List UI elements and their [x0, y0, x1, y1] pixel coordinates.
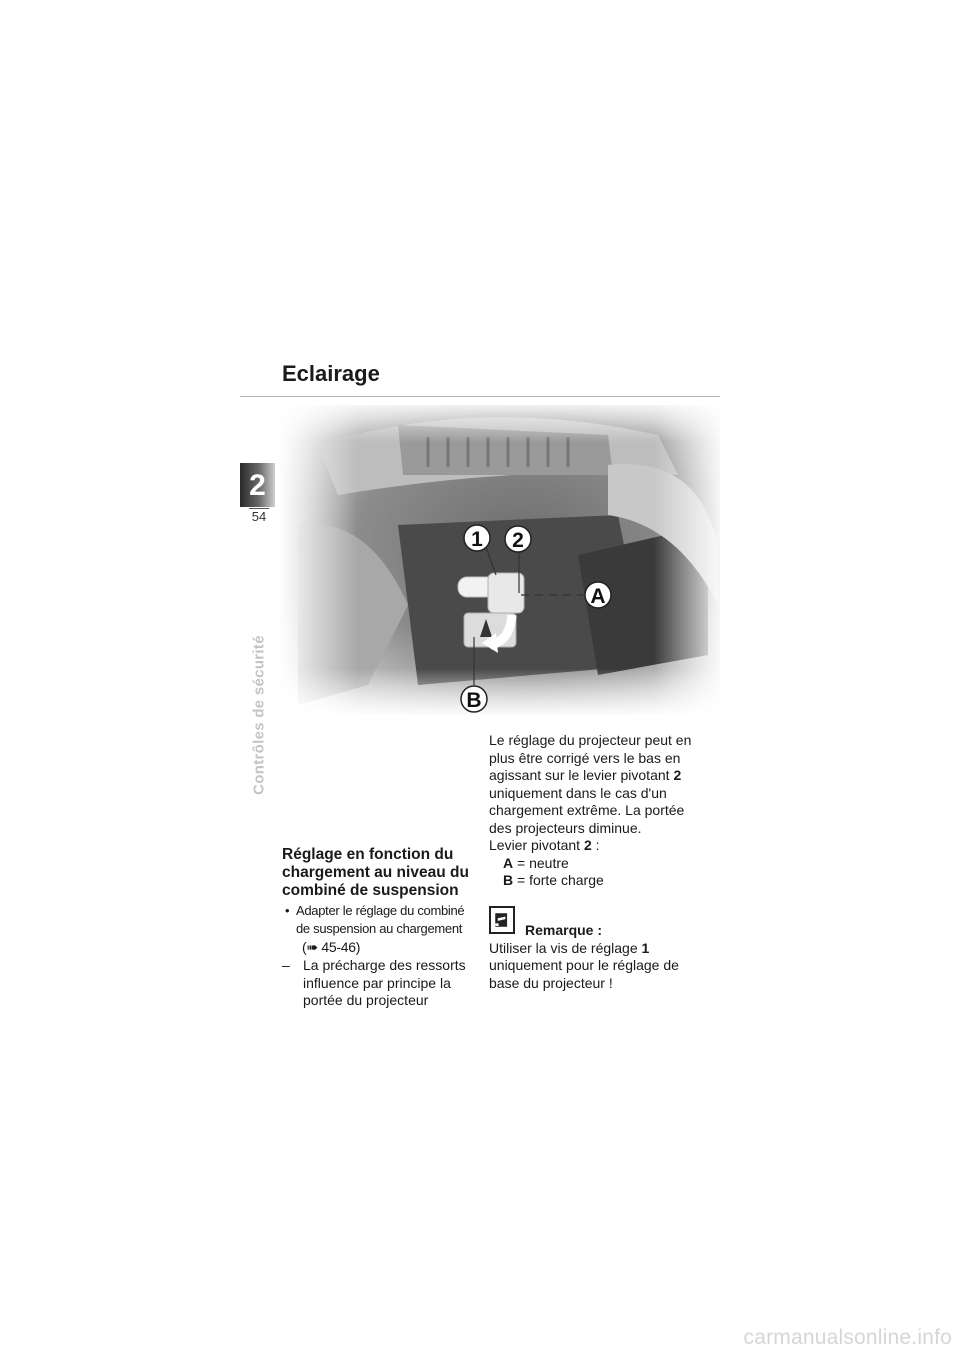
note-text	[489, 940, 709, 993]
dash-text: La précharge des ressorts influence par principe la portée du projecteur	[303, 957, 466, 1008]
page-number: 54	[251, 509, 267, 524]
option-b-key: B	[503, 872, 514, 888]
option-a-value: = neutre	[513, 854, 569, 871]
callout-a: A	[590, 585, 606, 608]
note-ref-1: 1	[641, 939, 650, 956]
instruction-bullet	[282, 902, 478, 956]
chapter-side-title: Contrôles de sécurité	[250, 635, 268, 795]
bullet-mark: •	[285, 903, 290, 918]
dash-mark: –	[282, 957, 290, 973]
page-reference	[296, 938, 478, 956]
paragraph-text-1: Le réglage du projecteur peut en plus être corrigé vers le bas en agissant sur le levier pivotant	[489, 732, 692, 783]
headlight-adjustment-photo	[278, 405, 720, 715]
note-icon	[489, 906, 515, 934]
page-title: Eclairage	[282, 361, 380, 386]
title-divider	[240, 396, 720, 397]
dash-item	[282, 957, 478, 1010]
arrow-icon: ➠	[306, 939, 318, 955]
ref-open: (	[302, 939, 307, 955]
paragraph-ref-2: 2	[673, 767, 682, 783]
watermark: carmanualsonline.info	[743, 1326, 952, 1349]
lever-colon: :	[591, 837, 600, 853]
section-heading: Réglage en fonction du chargement au niveau du combiné de suspension	[282, 846, 469, 899]
callout-1: 1	[471, 528, 483, 551]
option-a-key: A	[503, 854, 514, 871]
note-header	[489, 906, 709, 940]
option-b	[489, 872, 709, 890]
left-column	[282, 846, 478, 1010]
note-text-2: uniquement pour le réglage de base du projecteur !	[489, 957, 679, 991]
right-column	[489, 732, 709, 992]
bullet-text: Adapter le réglage du combiné de suspension au chargement	[296, 903, 465, 936]
ref-pages: 45-46)	[317, 939, 361, 955]
chapter-tab: 2	[240, 463, 275, 507]
option-b-value: = forte charge	[513, 872, 604, 888]
lever-text: Levier pivotant	[489, 837, 584, 853]
note-title: Remarque :	[525, 921, 603, 938]
note-text-1: Utiliser la vis de réglage	[489, 939, 642, 956]
callout-2: 2	[512, 529, 524, 552]
lever-ref-2: 2	[583, 837, 592, 853]
callout-b: B	[466, 689, 482, 712]
option-a	[489, 855, 709, 873]
adjustment-paragraph	[489, 732, 709, 837]
lever-label	[489, 837, 709, 855]
paragraph-text-2: uniquement dans le cas d'un chargement extrême. La portée des projecteurs diminue.	[489, 784, 685, 836]
